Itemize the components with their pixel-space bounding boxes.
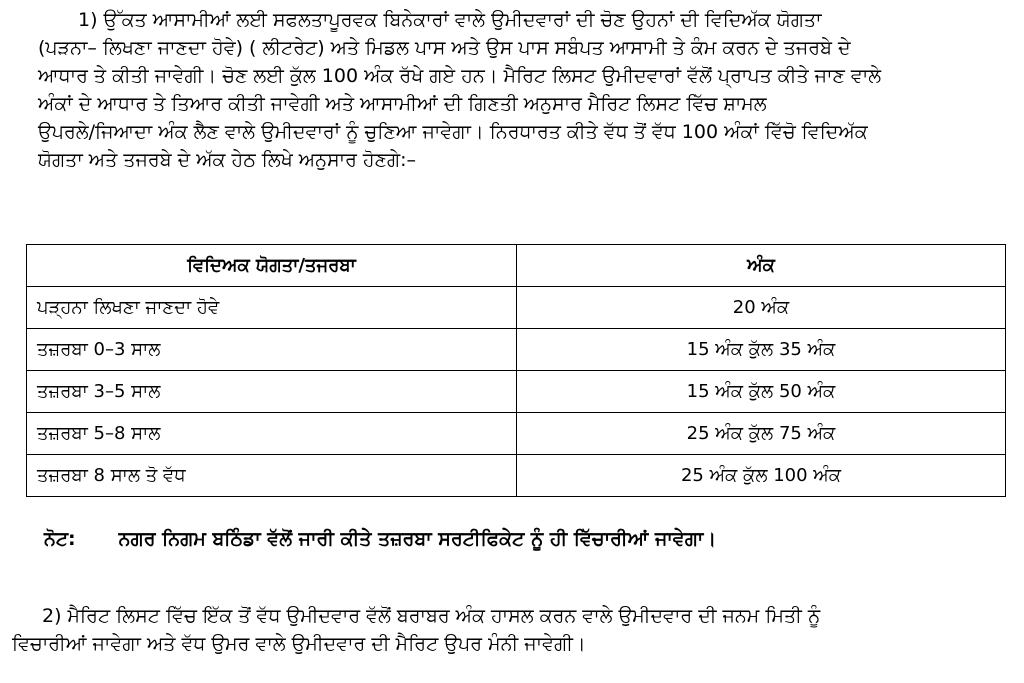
- table-row: [27, 413, 1006, 455]
- marks-cell: 20 ਅੰਕ: [517, 287, 1006, 329]
- paragraph-1: [38, 6, 1006, 174]
- marks-cell: 15 ਅੰਕ ਕੁੱਲ 35 ਅੰਕ: [517, 329, 1006, 371]
- paragraph-1-line: ਉਪਰਲੇ/ਜਿਆਦਾ ਅੰਕ ਲੈਣ ਵਾਲੇ ਉਮੀਦਵਾਰਾਂ ਨੂੰ ਚੁਣਿਆ ਜਾਵੇਗਾ। ਨਿਰਧਾਰਤ ਕੀਤੇ ਵੱਧ ਤੋਂ ਵੱਧ 100 ਅੰਕਾਂ ਵਿੱਚੋ ਵਿਦਿਅੱਕ: [38, 121, 868, 143]
- paragraph-2: [12, 602, 1006, 658]
- table-header-row: [27, 245, 1006, 287]
- qualification-cell: ਤਜ਼ਰਬਾ 8 ਸਾਲ ਤੋ ਵੱਧ: [27, 455, 517, 497]
- table-row: [27, 287, 1006, 329]
- paragraph-1-line: ਯੋਗਤਾ ਅਤੇ ਤਜਰਬੇ ਦੇ ਅੱਕ ਹੇਠ ਲਿਖੇ ਅਨੁਸਾਰ ਹੋਣਗੇ:–: [38, 149, 417, 171]
- paragraph-1-line: (ਪੜਨਾ– ਲਿਖਣਾ ਜਾਣਦਾ ਹੋਵੇ) ( ਲੀਟਰੇਟ) ਅਤੇ ਮਿਡਲ ਪਾਸ ਅਤੇ ਉਸ ਪਾਸ ਸਬੰਪਤ ਆਸਾਮੀ ਤੇ ਕੰਮ ਕਰਨ ਦੇ ਤਜਰਬੇ ਦੇ: [38, 37, 851, 59]
- qualification-cell: ਤਜ਼ਰਬਾ 0–3 ਸਾਲ: [27, 329, 517, 371]
- qualification-cell: ਤਜ਼ਰਬਾ 3–5 ਸਾਲ: [27, 371, 517, 413]
- qualification-cell: ਪੜ੍ਹਨਾ ਲਿਖਣਾ ਜਾਣਦਾ ਹੋਵੇ: [27, 287, 517, 329]
- paragraph-1-line: 1) ਉੱਕਤ ਆਸਾਮੀਆਂ ਲਈ ਸਫਲਤਾਪੂਰਵਕ ਬਿਨੇਕਾਰਾਂ ਵਾਲੇ ਉਮੀਦਵਾਰਾਂ ਦੀ ਚੋਣ ਉਹਨਾਂ ਦੀ ਵਿਦਿਅੱਕ ਯੋਗਤਾ: [78, 9, 822, 31]
- note: [44, 528, 716, 550]
- header-marks: ਅੰਕ: [517, 245, 1006, 287]
- table-row: [27, 329, 1006, 371]
- qualification-cell: ਤਜ਼ਰਬਾ 5–8 ਸਾਲ: [27, 413, 517, 455]
- note-text: ਨਗਰ ਨਿਗਮ ਬਠਿੰਡਾ ਵੱਲੋਂ ਜਾਰੀ ਕੀਤੇ ਤਜ਼ਰਬਾ ਸਰਟੀਫਿਕੇਟ ਨੂੰ ਹੀ ਵਿੱਚਾਰੀਆਂ ਜਾਵੇਗਾ।: [118, 528, 717, 550]
- marks-cell: 25 ਅੰਕ ਕੁੱਲ 100 ਅੰਕ: [517, 455, 1006, 497]
- paragraph-1-line: ਆਧਾਰ ਤੇ ਕੀਤੀ ਜਾਵੇਗੀ। ਚੋਣ ਲਈ ਕੁੱਲ 100 ਅੰਕ ਰੱਖੇ ਗਏ ਹਨ। ਮੈਰਿਟ ਲਿਸਟ ਉਮੀਦਵਾਰਾਂ ਵੱਲੋਂ ਪ੍ਰਾਪਤ ਕੀਤੇ ਜਾਣ ਵਾਲੇ: [38, 65, 882, 87]
- paragraph-2-line: ਵਿਚਾਰੀਆਂ ਜਾਵੇਗਾ ਅਤੇ ਵੱਧ ਉਮਰ ਵਾਲੇ ਉਮੀਦਵਾਰ ਦੀ ਮੈਰਿਟ ਉਪਰ ਮੰਨੀ ਜਾਵੇਗੀ।: [12, 633, 586, 655]
- paragraph-1-line: ਅੰਕਾਂ ਦੇ ਆਧਾਰ ਤੇ ਤਿਆਰ ਕੀਤੀ ਜਾਵੇਗੀ ਅਤੇ ਆਸਾਮੀਆਂ ਦੀ ਗਿਣਤੀ ਅਨੁਸਾਰ ਮੈਰਿਟ ਲਿਸਟ ਵਿੱਚ ਸ਼ਾਮਲ: [38, 93, 767, 115]
- marks-cell: 15 ਅੰਕ ਕੁੱਲ 50 ਅੰਕ: [517, 371, 1006, 413]
- marks-table: [26, 244, 1006, 497]
- header-qualification: ਵਿਦਿਅਕ ਯੋਗਤਾ/ਤਜਰਬਾ: [27, 245, 517, 287]
- paragraph-2-line: 2) ਮੈਰਿਟ ਲਿਸਟ ਵਿੱਚ ਇੱਕ ਤੋਂ ਵੱਧ ਉਮੀਦਵਾਰ ਵੱਲੋਂ ਬਰਾਬਰ ਅੰਕ ਹਾਸਲ ਕਰਨ ਵਾਲੇ ਉਮੀਦਵਾਰ ਦੀ ਜਨਮ ਮਿਤੀ ਨੂੰ: [42, 605, 821, 627]
- table-row: [27, 371, 1006, 413]
- marks-cell: 25 ਅੰਕ ਕੁੱਲ 75 ਅੰਕ: [517, 413, 1006, 455]
- table-row: [27, 455, 1006, 497]
- note-label: ਨੋਟ:: [44, 528, 76, 550]
